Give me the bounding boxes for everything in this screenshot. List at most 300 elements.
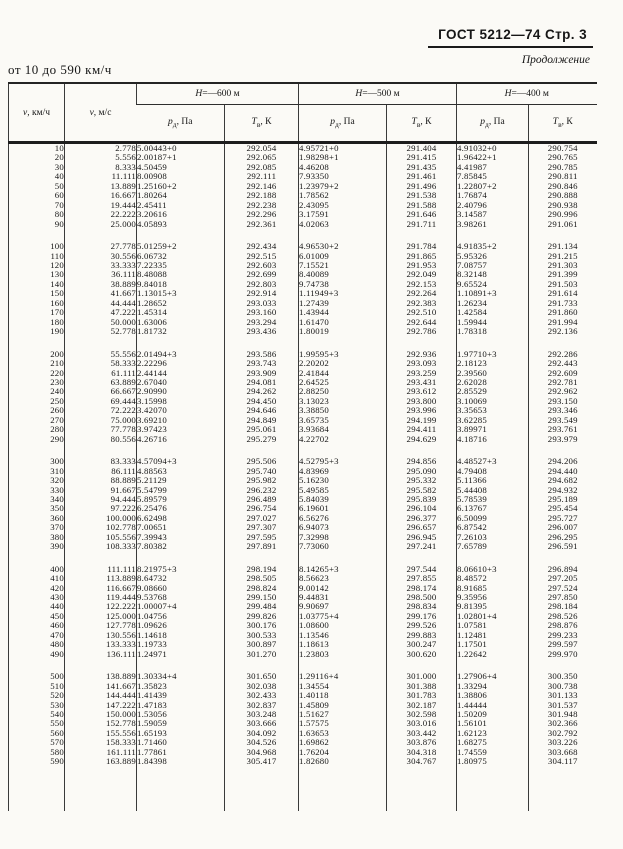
cell-v-ms: 113.889 [65, 574, 137, 583]
cell-v-kmh: 540 [50, 710, 64, 720]
cell-t-600: 294.262 [225, 387, 299, 396]
cell-t-400: 296.007 [529, 523, 597, 532]
cell-v-kmh: 290 [50, 434, 64, 444]
cell-t-600: 292.054 [225, 143, 299, 154]
cell-p-500: 9.00142 [299, 584, 387, 593]
cell-p-400: 6.87542 [457, 523, 529, 532]
cell-t-500: 292.153 [387, 280, 457, 289]
cell-v-ms: 133.333 [65, 640, 137, 649]
cell-v-ms: 63.889 [65, 378, 137, 387]
table-row [9, 359, 597, 368]
cell-t-600: 292.238 [225, 201, 299, 210]
spacer-cell [299, 229, 387, 242]
cell-t-400: 295.454 [529, 504, 597, 513]
cell-p-400: 1.62123 [457, 729, 529, 738]
table-row [9, 729, 597, 738]
cell-v-kmh: 480 [50, 640, 64, 650]
cell-t-500: 291.538 [387, 191, 457, 200]
cell-t-600: 295.061 [225, 425, 299, 434]
cell-p-500: 1.03775+4 [299, 612, 387, 621]
cell-p-500: 4.96530+2 [299, 242, 387, 251]
cell-t-600: 302.433 [225, 691, 299, 700]
cell-p-600: 1.00007+4 [137, 602, 225, 611]
spacer-cell [9, 229, 65, 242]
cell-v-ms: 94.444 [65, 495, 137, 504]
table-row [9, 682, 597, 691]
cell-v-ms: 8.333 [65, 163, 137, 172]
cell-v-kmh: 520 [50, 691, 64, 701]
table-row [9, 289, 597, 298]
cell-t-500: 294.199 [387, 416, 457, 425]
header-group-h500: H=—500 м [299, 83, 457, 105]
cell-p-500: 3.17591 [299, 210, 387, 219]
cell-t-600: 297.307 [225, 523, 299, 532]
cell-v-ms: 125.000 [65, 612, 137, 621]
spacer-cell [9, 337, 65, 350]
cell-v-ms: 30.556 [65, 252, 137, 261]
cell-v-kmh: 490 [50, 649, 64, 659]
header-t-500: $T_в$, К [387, 105, 457, 143]
spacer-cell [9, 444, 65, 457]
cell-t-600: 304.968 [225, 748, 299, 757]
cell-t-400: 297.205 [529, 574, 597, 583]
cell-p-500: 1.99595+3 [299, 350, 387, 359]
cell-p-500: 3.93684 [299, 425, 387, 434]
table-row [9, 457, 597, 466]
cell-t-600: 298.194 [225, 565, 299, 574]
cell-v-ms: 61.111 [65, 369, 137, 378]
cell-p-400: 9.35956 [457, 593, 529, 602]
cell-t-400: 291.134 [529, 242, 597, 251]
table-row [9, 425, 597, 434]
table-row [9, 172, 597, 181]
cell-p-500: 3.38850 [299, 406, 387, 415]
cell-t-600: 295.506 [225, 457, 299, 466]
block-gap [9, 444, 597, 457]
cell-v-kmh: 60 [54, 191, 64, 201]
cell-p-500: 6.94073 [299, 523, 387, 532]
cell-t-600: 294.646 [225, 406, 299, 415]
table-row [9, 242, 597, 251]
cell-t-500: 294.629 [387, 435, 457, 444]
cell-v-ms: 66.667 [65, 387, 137, 396]
cell-t-400: 290.754 [529, 143, 597, 154]
cell-p-600: 3.15998 [137, 397, 225, 406]
cell-t-500: 298.174 [387, 584, 457, 593]
cell-p-400: 2.39560 [457, 369, 529, 378]
cell-p-600: 2.44144 [137, 369, 225, 378]
cell-p-400: 1.22642 [457, 650, 529, 659]
cell-p-500: 1.45809 [299, 701, 387, 710]
cell-v-ms: 163.889 [65, 757, 137, 766]
spacer-cell [387, 337, 457, 350]
cell-p-400: 4.91835+2 [457, 242, 529, 251]
cell-p-600: 8.64732 [137, 574, 225, 583]
header-group-h400: H=—400 м [457, 83, 597, 105]
table-row [9, 163, 597, 172]
spacer-cell [299, 767, 387, 811]
cell-t-600: 292.361 [225, 220, 299, 229]
cell-p-500: 5.16230 [299, 476, 387, 485]
cell-t-400: 290.888 [529, 191, 597, 200]
cell-t-500: 292.786 [387, 327, 457, 336]
cell-t-500: 292.264 [387, 289, 457, 298]
spacer-cell [529, 767, 597, 811]
cell-t-500: 291.496 [387, 182, 457, 191]
cell-t-600: 292.085 [225, 163, 299, 172]
table-row [9, 631, 597, 640]
cell-t-600: 293.033 [225, 299, 299, 308]
cell-v-ms: 150.000 [65, 710, 137, 719]
cell-p-600: 4.50459 [137, 163, 225, 172]
cell-t-500: 291.415 [387, 153, 457, 162]
cell-v-ms: 13.889 [65, 182, 137, 191]
cell-p-500: 6.56276 [299, 514, 387, 523]
spacer-cell [225, 229, 299, 242]
cell-v-kmh: 500 [50, 672, 64, 682]
cell-p-400: 2.40796 [457, 201, 529, 210]
cell-v-ms: 77.778 [65, 425, 137, 434]
cell-p-500: 2.20202 [299, 359, 387, 368]
spacer-cell [387, 229, 457, 242]
cell-v-ms: 55.556 [65, 350, 137, 359]
cell-t-500: 293.259 [387, 369, 457, 378]
cell-t-600: 293.160 [225, 308, 299, 317]
cell-v-ms: 69.444 [65, 397, 137, 406]
cell-p-600: 2.01494+3 [137, 350, 225, 359]
cell-t-400: 297.850 [529, 593, 597, 602]
cell-t-600: 295.982 [225, 476, 299, 485]
cell-p-600: 1.59059 [137, 719, 225, 728]
cell-p-500: 1.51627 [299, 710, 387, 719]
table-row [9, 757, 597, 766]
cell-v-kmh: 260 [50, 406, 64, 416]
cell-v-kmh: 10 [54, 143, 64, 153]
table-row [9, 369, 597, 378]
cell-p-600: 1.30334+4 [137, 672, 225, 681]
cell-p-500: 1.57575 [299, 719, 387, 728]
cell-p-500: 2.64525 [299, 378, 387, 387]
table-row [9, 191, 597, 200]
cell-t-400: 294.682 [529, 476, 597, 485]
spacer-cell [137, 337, 225, 350]
cell-p-500: 9.44831 [299, 593, 387, 602]
cell-p-500: 4.46208 [299, 163, 387, 172]
cell-t-500: 291.588 [387, 201, 457, 210]
cell-t-500: 291.404 [387, 143, 457, 154]
table-row [9, 210, 597, 219]
cell-p-400: 1.02801+4 [457, 612, 529, 621]
cell-p-600: 7.39943 [137, 533, 225, 542]
cell-p-400: 4.91032+0 [457, 143, 529, 154]
cell-v-kmh: 230 [50, 377, 64, 387]
cell-v-kmh: 590 [50, 757, 64, 767]
cell-v-ms: 75.000 [65, 416, 137, 425]
cell-v-ms: 25.000 [65, 220, 137, 229]
cell-t-400: 300.738 [529, 682, 597, 691]
cell-v-kmh: 100 [50, 242, 64, 252]
continuation-label: Продолжение [521, 54, 590, 66]
cell-p-500: 9.74738 [299, 280, 387, 289]
cell-t-600: 296.754 [225, 504, 299, 513]
spacer-cell [529, 552, 597, 565]
header-t-400: $T_в$, К [529, 105, 597, 143]
cell-t-500: 296.104 [387, 504, 457, 513]
cell-p-500: 7.32998 [299, 533, 387, 542]
spacer-cell [457, 444, 529, 457]
cell-p-400: 1.59944 [457, 318, 529, 327]
cell-p-500: 9.90697 [299, 602, 387, 611]
cell-v-kmh: 210 [50, 359, 64, 369]
table-row [9, 406, 597, 415]
cell-p-600: 9.84018 [137, 280, 225, 289]
table-header [9, 83, 597, 143]
cell-p-500: 4.52795+3 [299, 457, 387, 466]
cell-p-600: 4.26716 [137, 435, 225, 444]
table-row [9, 318, 597, 327]
cell-p-400: 1.96422+1 [457, 153, 529, 162]
table-row [9, 748, 597, 757]
cell-v-kmh: 560 [50, 728, 64, 738]
spacer-cell [137, 659, 225, 672]
cell-t-500: 297.855 [387, 574, 457, 583]
cell-p-400: 7.08757 [457, 261, 529, 270]
cell-p-600: 1.19733 [137, 640, 225, 649]
cell-p-400: 4.48527+3 [457, 457, 529, 466]
cell-t-400: 290.846 [529, 182, 597, 191]
cell-t-500: 291.865 [387, 252, 457, 261]
cell-v-kmh: 120 [50, 260, 64, 270]
cell-p-500: 1.40118 [299, 691, 387, 700]
data-table [8, 82, 597, 811]
spacer-cell [299, 444, 387, 457]
cell-p-600: 5.21129 [137, 476, 225, 485]
cell-t-600: 301.650 [225, 672, 299, 681]
cell-p-600: 1.13015+3 [137, 289, 225, 298]
cell-t-400: 290.811 [529, 172, 597, 181]
table-row [9, 495, 597, 504]
cell-t-500: 300.620 [387, 650, 457, 659]
cell-v-kmh: 70 [54, 200, 64, 210]
cell-t-400: 300.350 [529, 672, 597, 681]
cell-t-500: 294.856 [387, 457, 457, 466]
cell-t-600: 296.489 [225, 495, 299, 504]
header-p-600: $p_д$, Па [168, 117, 193, 129]
cell-t-400: 301.537 [529, 701, 597, 710]
cell-p-400: 3.89971 [457, 425, 529, 434]
cell-p-500: 1.29116+4 [299, 672, 387, 681]
cell-v-kmh: 390 [50, 542, 64, 552]
cell-p-600: 6.62498 [137, 514, 225, 523]
cell-t-500: 301.000 [387, 672, 457, 681]
cell-p-500: 6.01009 [299, 252, 387, 261]
cell-t-400: 291.860 [529, 308, 597, 317]
cell-p-400: 2.18123 [457, 359, 529, 368]
cell-v-ms: 19.444 [65, 201, 137, 210]
cell-t-500: 292.644 [387, 318, 457, 327]
cell-t-600: 294.081 [225, 378, 299, 387]
cell-v-ms: 155.556 [65, 729, 137, 738]
spacer-cell [65, 767, 137, 811]
cell-p-500: 1.18613 [299, 640, 387, 649]
cell-p-600: 4.88563 [137, 467, 225, 476]
header-p-500: $p_д$, Па [299, 105, 387, 143]
cell-t-500: 292.510 [387, 308, 457, 317]
cell-t-400: 291.994 [529, 318, 597, 327]
cell-t-600: 302.038 [225, 682, 299, 691]
cell-t-500: 291.646 [387, 210, 457, 219]
cell-v-kmh: 470 [50, 630, 64, 640]
cell-v-ms: 83.333 [65, 457, 137, 466]
cell-p-500: 5.49585 [299, 486, 387, 495]
cell-p-400: 8.06610+3 [457, 565, 529, 574]
table-row [9, 523, 597, 532]
cell-t-600: 299.484 [225, 602, 299, 611]
spacer-cell [387, 767, 457, 811]
cell-t-500: 298.834 [387, 602, 457, 611]
cell-v-ms: 2.778 [65, 143, 137, 154]
cell-p-600: 3.69210 [137, 416, 225, 425]
cell-p-500: 4.22702 [299, 435, 387, 444]
spacer-cell [529, 444, 597, 457]
cell-t-500: 304.767 [387, 757, 457, 766]
cell-v-kmh: 330 [50, 485, 64, 495]
cell-v-kmh: 510 [50, 681, 64, 691]
cell-v-ms: 86.111 [65, 467, 137, 476]
cell-p-400: 1.56101 [457, 719, 529, 728]
cell-v-kmh: 220 [50, 368, 64, 378]
cell-p-600: 2.90990 [137, 387, 225, 396]
spacer-cell [9, 552, 65, 565]
cell-t-600: 304.526 [225, 738, 299, 747]
cell-t-500: 295.582 [387, 486, 457, 495]
cell-p-400: 6.50099 [457, 514, 529, 523]
table-row [9, 593, 597, 602]
table-row [9, 252, 597, 261]
cell-v-ms: 58.333 [65, 359, 137, 368]
cell-p-500: 2.41844 [299, 369, 387, 378]
cell-t-500: 292.936 [387, 350, 457, 359]
cell-p-500: 1.69862 [299, 738, 387, 747]
cell-t-500: 291.711 [387, 220, 457, 229]
cell-p-600: 3.20616 [137, 210, 225, 219]
cell-v-ms: 41.667 [65, 289, 137, 298]
cell-t-400: 304.117 [529, 757, 597, 766]
cell-t-500: 292.383 [387, 299, 457, 308]
cell-v-ms: 158.333 [65, 738, 137, 747]
cell-t-500: 300.247 [387, 640, 457, 649]
cell-p-500: 2.88250 [299, 387, 387, 396]
cell-p-600: 1.77861 [137, 748, 225, 757]
cell-t-600: 304.092 [225, 729, 299, 738]
cell-v-ms: 27.778 [65, 242, 137, 251]
cell-p-600: 1.35823 [137, 682, 225, 691]
cell-p-400: 1.44444 [457, 701, 529, 710]
spacer-cell [225, 444, 299, 457]
cell-p-600: 4.05893 [137, 220, 225, 229]
cell-t-500: 298.500 [387, 593, 457, 602]
cell-t-400: 290.938 [529, 201, 597, 210]
cell-p-400: 8.48572 [457, 574, 529, 583]
cell-t-600: 296.232 [225, 486, 299, 495]
spacer-cell [299, 659, 387, 672]
cell-t-400: 294.440 [529, 467, 597, 476]
cell-p-500: 1.76204 [299, 748, 387, 757]
cell-t-400: 293.150 [529, 397, 597, 406]
cell-p-600: 6.25476 [137, 504, 225, 513]
spacer-cell [529, 229, 597, 242]
cell-v-ms: 141.667 [65, 682, 137, 691]
cell-t-500: 291.435 [387, 163, 457, 172]
spacer-cell [457, 767, 529, 811]
table-row [9, 710, 597, 719]
cell-v-kmh: 40 [54, 172, 64, 182]
cell-t-400: 298.526 [529, 612, 597, 621]
spacer-cell [65, 444, 137, 457]
cell-t-600: 294.849 [225, 416, 299, 425]
spacer-cell [225, 552, 299, 565]
cell-p-600: 1.25160+2 [137, 182, 225, 191]
cell-t-600: 298.505 [225, 574, 299, 583]
cell-p-600: 1.09626 [137, 621, 225, 630]
table-row [9, 153, 597, 162]
spacer-cell [457, 659, 529, 672]
spacer-cell [387, 659, 457, 672]
table-row [9, 378, 597, 387]
cell-t-400: 292.443 [529, 359, 597, 368]
cell-v-ms: 116.667 [65, 584, 137, 593]
table-row [9, 476, 597, 485]
cell-p-400: 5.11366 [457, 476, 529, 485]
cell-v-kmh: 280 [50, 425, 64, 435]
cell-t-500: 295.332 [387, 476, 457, 485]
spacer-cell [387, 444, 457, 457]
cell-p-500: 4.02063 [299, 220, 387, 229]
cell-t-500: 296.945 [387, 533, 457, 542]
cell-t-600: 299.150 [225, 593, 299, 602]
cell-p-400: 1.12481 [457, 631, 529, 640]
page-header [428, 27, 593, 48]
cell-p-400: 6.13767 [457, 504, 529, 513]
cell-p-400: 1.17501 [457, 640, 529, 649]
cell-t-500: 292.049 [387, 270, 457, 279]
cell-v-kmh: 580 [50, 747, 64, 757]
spacer-cell [137, 552, 225, 565]
cell-t-400: 293.549 [529, 416, 597, 425]
table-row [9, 299, 597, 308]
cell-p-500: 1.08600 [299, 621, 387, 630]
cell-v-kmh: 370 [50, 523, 64, 533]
table-row [9, 640, 597, 649]
cell-t-400: 290.765 [529, 153, 597, 162]
cell-v-ms: 38.889 [65, 280, 137, 289]
cell-p-600: 1.45314 [137, 308, 225, 317]
cell-p-600: 1.14618 [137, 631, 225, 640]
cell-t-500: 303.876 [387, 738, 457, 747]
cell-v-kmh: 90 [54, 219, 64, 229]
cell-p-500: 1.43944 [299, 308, 387, 317]
cell-p-400: 8.32148 [457, 270, 529, 279]
cell-t-400: 296.591 [529, 542, 597, 551]
cell-p-600: 1.47183 [137, 701, 225, 710]
cell-t-500: 301.783 [387, 691, 457, 700]
cell-v-kmh: 110 [50, 251, 64, 261]
cell-p-500: 6.19601 [299, 504, 387, 513]
cell-t-500: 303.016 [387, 719, 457, 728]
cell-p-600: 2.45411 [137, 201, 225, 210]
cell-p-500: 5.84039 [299, 495, 387, 504]
cell-p-400: 3.98261 [457, 220, 529, 229]
